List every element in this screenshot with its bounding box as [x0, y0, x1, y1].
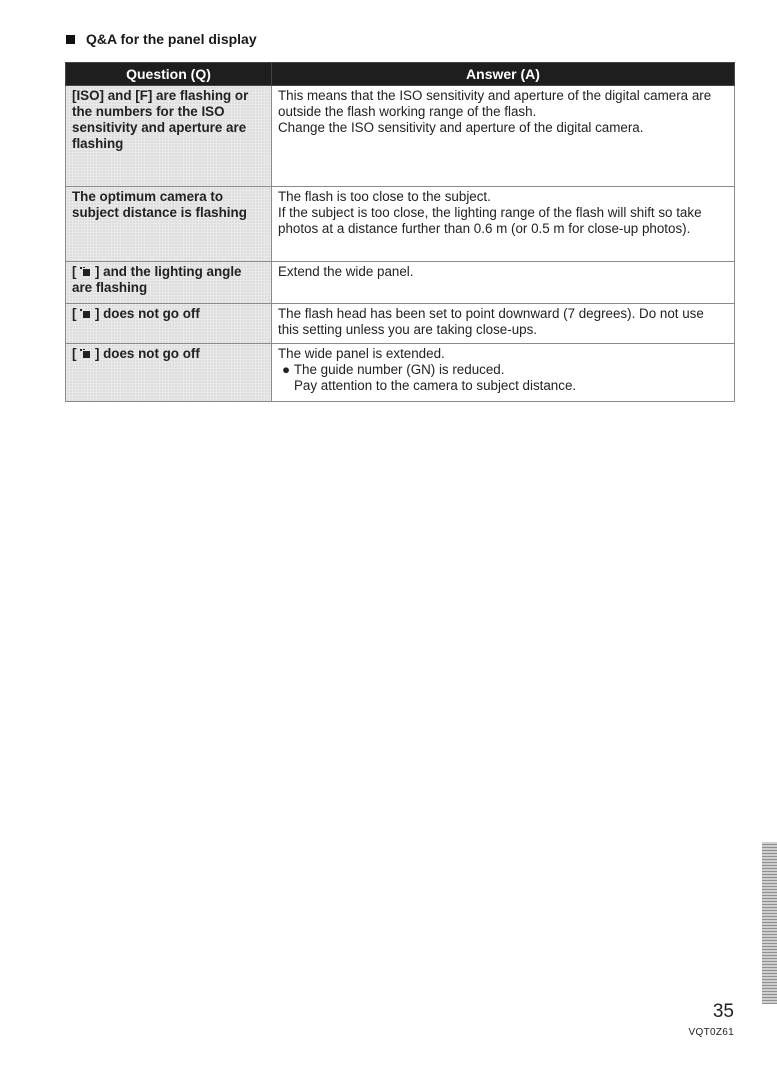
qa-table: [65, 62, 735, 402]
wide-panel-icon: [80, 349, 91, 359]
answer-line: The flash is too close to the subject.: [278, 189, 491, 204]
question-cell: The optimum camera to subject distance is flashing: [66, 187, 272, 262]
model-code: VQT0Z61: [688, 1027, 734, 1038]
answer-line: Change the ISO sensitivity and aperture of the digital camera.: [278, 120, 644, 135]
square-bullet-icon: [66, 35, 75, 44]
answer-line: If the subject is too close, the lighting range of the flash will shift so take photos at a distance further than 0.6 m (or 0.5 m for close-up photos).: [278, 205, 702, 236]
answer-cell: [272, 262, 735, 304]
answer-line: This means that the ISO sensitivity and aperture of the digital camera are outside the flash working range of the flash.: [278, 88, 712, 119]
table-row: [66, 262, 735, 304]
answer-cell: [272, 187, 735, 262]
table-header-row: [66, 63, 735, 86]
answer-line: The wide panel is extended.: [278, 346, 445, 361]
flash-down-icon: [80, 309, 91, 319]
question-header: Question (Q): [66, 63, 272, 86]
question-cell: [ ] does not go off: [66, 344, 272, 402]
page-edge-tab: [762, 842, 777, 1004]
question-cell: [ ] and the lighting angle are flashing: [66, 262, 272, 304]
bullet-dot-icon: ●: [282, 362, 291, 377]
answer-line: Extend the wide panel.: [278, 264, 414, 279]
answer-bullet: ● The guide number (GN) is reduced.: [282, 362, 505, 377]
wide-panel-icon: [80, 267, 91, 277]
table-row: [66, 187, 735, 262]
answer-line: The flash head has been set to point downward (7 degrees). Do not use this setting unless you are taking close-ups.: [278, 306, 704, 337]
question-cell: [ISO] and [F] are flashing or the numbers for the ISO sensitivity and aperture are flashing: [66, 86, 272, 187]
section-title: Q&A for the panel display: [86, 31, 257, 47]
section-heading: [66, 31, 257, 47]
page-number: 35: [712, 1001, 734, 1022]
answer-header: Answer (A): [272, 63, 735, 86]
answer-indent-line: Pay attention to the camera to subject distance.: [294, 378, 577, 393]
table-row: [66, 304, 735, 344]
answer-cell: [272, 304, 735, 344]
answer-cell: [272, 86, 735, 187]
question-cell: [ ] does not go off: [66, 304, 272, 344]
table-row: [66, 344, 735, 402]
table-row: [66, 86, 735, 187]
answer-cell: [272, 344, 735, 402]
